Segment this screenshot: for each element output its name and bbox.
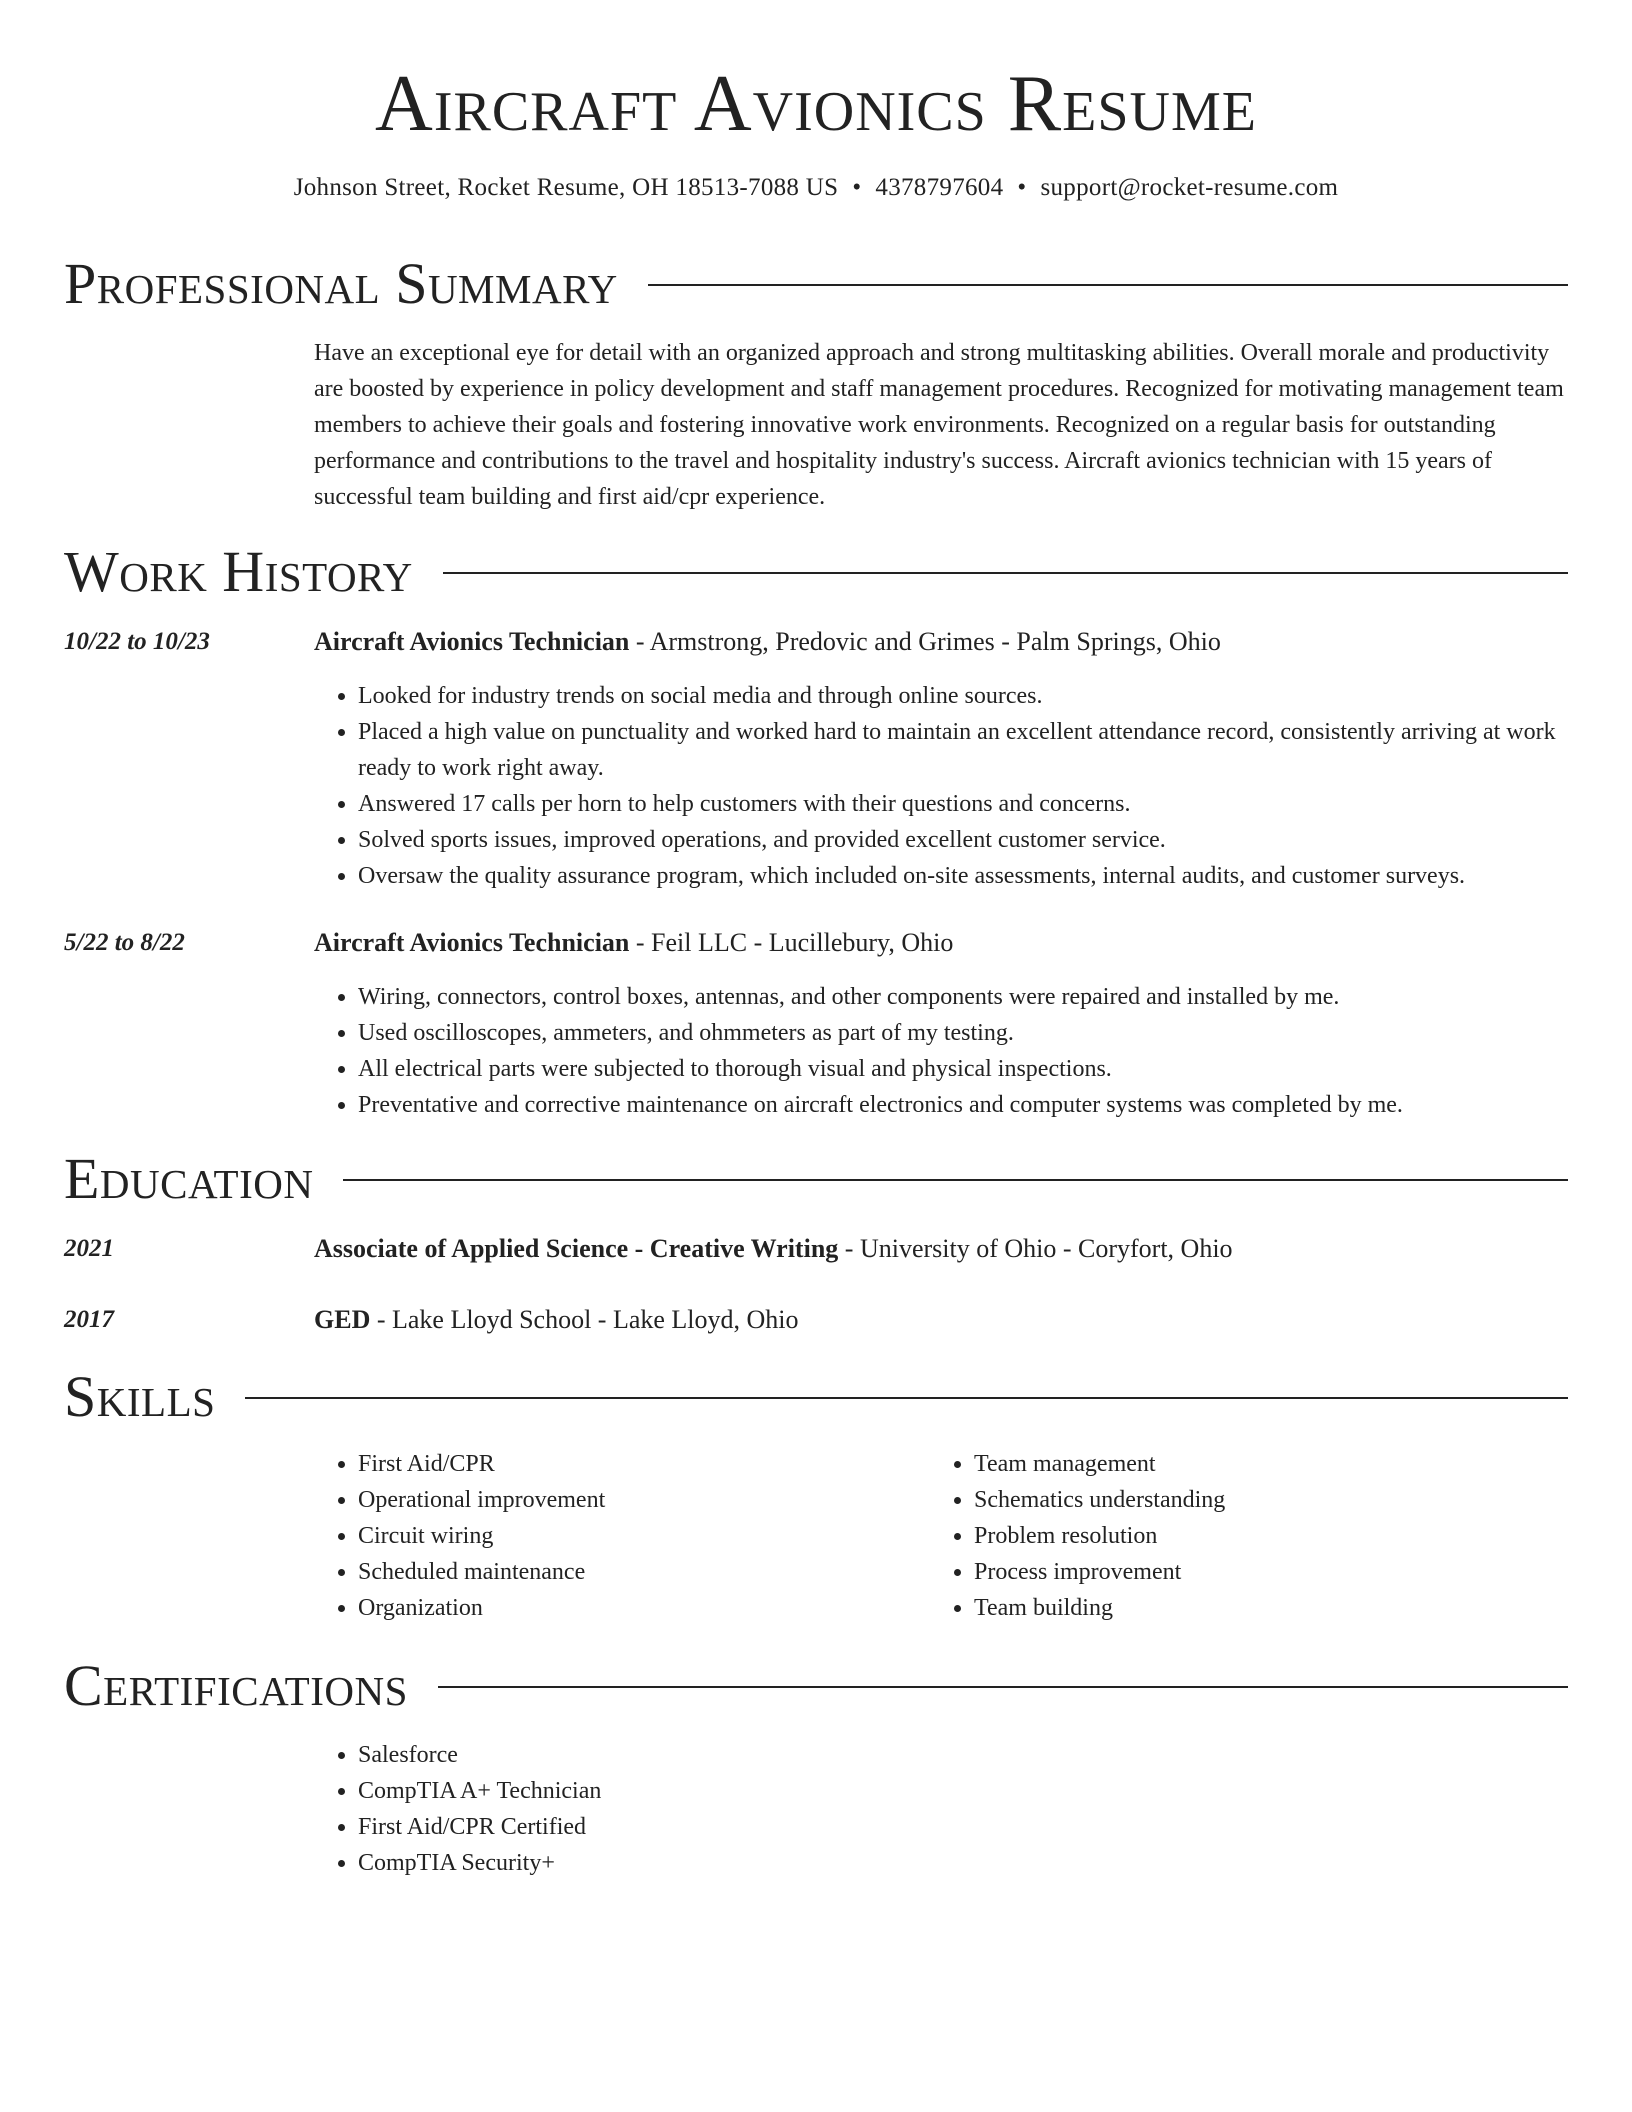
skill-item: • Operational improvement — [358, 1482, 918, 1518]
skill-item: • Team building — [974, 1590, 1534, 1626]
certification-item: • CompTIA Security+ — [358, 1845, 1612, 1881]
contact-line — [64, 172, 1568, 204]
skills-section-header — [64, 1364, 1568, 1429]
skill-item: • Problem resolution — [974, 1518, 1534, 1554]
skills-column-right — [930, 1446, 1534, 1626]
job-dates: 5/22 to 8/22 — [64, 929, 185, 956]
contact-phone: 4378797604 — [875, 174, 1004, 201]
resume-page — [64, 0, 1568, 1876]
summary-text: Have an exceptional eye for detail with an organized approach and strong multitasking abilities. Overall morale and productivity are boosted by experience in policy development and staff management procedures. Recognized for motivating management team members to achieve their goals and fostering innovative work environments. Recognized on a regular basis for outstanding performance and contributions to the travel and hospitality industry's success. Aircraft avionics technician with 15 years of successful team building and first aid/cpr experience. — [314, 340, 1564, 510]
contact-separator: • — [1017, 174, 1027, 201]
certifications-list — [314, 1737, 1612, 1881]
summary-heading: Professional Summary — [64, 254, 648, 314]
job-details: - Armstrong, Predovic and Grimes - Palm Springs, Ohio — [629, 627, 1221, 656]
job-bullet: • Looked for industry trends on social media and through online sources. — [358, 678, 1612, 714]
education-line — [314, 1302, 1568, 1338]
education-degree: GED — [314, 1305, 371, 1334]
work-heading: Work History — [64, 542, 443, 602]
skill-item: • Process improvement — [974, 1554, 1534, 1590]
skill-item: • Circuit wiring — [358, 1518, 918, 1554]
job-bullet: • Used oscilloscopes, ammeters, and ohmmeters as part of my testing. — [358, 1015, 1612, 1051]
skill-item: • Scheduled maintenance — [358, 1554, 918, 1590]
education-year: 2017 — [64, 1306, 114, 1333]
skill-item: • First Aid/CPR — [358, 1446, 918, 1482]
education-line — [314, 1231, 1568, 1267]
resume-title: Aircraft Avionics Resume — [375, 60, 1257, 148]
work-section-header — [64, 539, 1568, 604]
job-details: - Feil LLC - Lucillebury, Ohio — [629, 928, 954, 957]
certification-item: • Salesforce — [358, 1737, 1612, 1773]
job-title: Aircraft Avionics Technician — [314, 928, 630, 957]
certification-item: • First Aid/CPR Certified — [358, 1809, 1612, 1845]
education-heading: Education — [64, 1149, 343, 1209]
job-bullet: • Solved sports issues, improved operations, and provided excellent customer service. — [358, 822, 1612, 858]
skill-item: • Organization — [358, 1590, 918, 1626]
certification-item: • CompTIA A+ Technician — [358, 1773, 1612, 1809]
summary-section-header — [64, 251, 1568, 316]
certifications-section-header — [64, 1653, 1568, 1718]
job-bullet: • Oversaw the quality assurance program, which included on-site assessments, internal audits, and customer surveys. — [358, 858, 1612, 894]
skills-column-left — [314, 1446, 918, 1626]
job-dates: 10/22 to 10/23 — [64, 628, 210, 655]
section-divider — [64, 1397, 1568, 1399]
skills-heading: Skills — [64, 1367, 245, 1427]
job-bullet: • Wiring, connectors, control boxes, antennas, and other components were repaired and installed by me. — [358, 979, 1612, 1015]
job-bullet: • Placed a high value on punctuality and worked hard to maintain an excellent attendance record, consistently arriving at work ready to work right away. — [358, 714, 1612, 786]
contact-email: support@rocket-resume.com — [1040, 174, 1339, 201]
certifications-heading: Certifications — [64, 1656, 438, 1716]
education-year: 2021 — [64, 1235, 114, 1262]
job-bullets — [314, 979, 1612, 1123]
contact-separator: • — [852, 174, 862, 201]
job-bullets — [314, 678, 1612, 894]
job-title-line — [314, 624, 1568, 660]
education-section-header — [64, 1146, 1568, 1211]
job-bullet: • All electrical parts were subjected to thorough visual and physical inspections. — [358, 1051, 1612, 1087]
education-degree: Associate of Applied Science - Creative Writing — [314, 1234, 839, 1263]
contact-address: Johnson Street, Rocket Resume, OH 18513-7088 US — [293, 174, 839, 201]
education-details: - Lake Lloyd School - Lake Lloyd, Ohio — [370, 1305, 799, 1334]
job-title-line — [314, 925, 1568, 961]
skill-item: • Schematics understanding — [974, 1482, 1534, 1518]
job-bullet: • Preventative and corrective maintenance on aircraft electronics and computer systems was completed by me. — [358, 1087, 1612, 1123]
skill-item: • Team management — [974, 1446, 1534, 1482]
education-details: - University of Ohio - Coryfort, Ohio — [838, 1234, 1233, 1263]
job-title: Aircraft Avionics Technician — [314, 627, 630, 656]
job-bullet: • Answered 17 calls per horn to help customers with their questions and concerns. — [358, 786, 1612, 822]
